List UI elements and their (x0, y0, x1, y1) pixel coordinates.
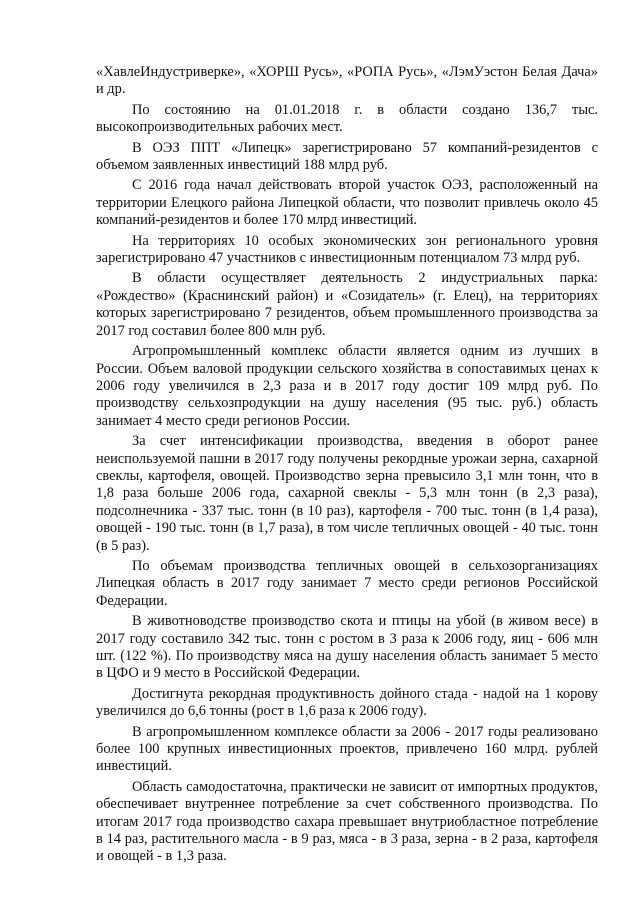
paragraph: С 2016 года начал действовать второй участок ОЭЗ, расположенный на территории Елецкого района Липецкой области, что позволит привлечь около 45 компаний-резидентов и более 170 млрд инвестиций. (96, 177, 598, 229)
paragraph: В животноводстве производство скота и птицы на убой (в живом весе) в 2017 году составило 342 тыс. тонн с ростом в 3 раза к 2006 году, яиц - 606 млн шт. (122 %). По производству мяса на душу населения область занимает 5 место в ЦФО и 9 место в Российской Федерации. (96, 613, 598, 682)
paragraph: В агропромышленном комплексе области за 2006 - 2017 годы реализовано более 100 крупных инвестиционных проектов, привлечено 160 млрд. рублей инвестиций. (96, 723, 598, 775)
paragraph: По объемам производства тепличных овощей в сельхозорганизациях Липецкая область в 2017 году занимает 7 место среди регионов Российской Федерации. (96, 557, 598, 609)
paragraph: «ХавлеИндустриверке», «ХОРШ Русь», «РОПА Русь», «ЛэмУэстон Белая Дача» и др. (96, 64, 598, 98)
paragraph: По состоянию на 01.01.2018 г. в области создано 136,7 тыс. высокопроизводительных рабочих мест. (96, 101, 598, 136)
paragraph: За счет интенсификации производства, введения в оборот ранее неиспользуемой пашни в 2017 году получены рекордные урожаи зерна, сахарной свеклы, картофеля, овощей. Производство зерна превысило 3,1 млн тонн, что в 1,8 раза больше 2006 года, сахарной свеклы - 5,3 млн тонн (в 2,3 раза), подсолнечника - 337 тыс. тонн (в 10 раз), картофеля - 700 тыс. тонн (в 1,4 раза), овощей - 190 тыс. тонн (в 1,7 раза), в том числе тепличных овощей - 40 тыс. тонн (в 5 раз). (96, 433, 598, 554)
paragraph: В ОЭЗ ППТ «Липецк» зарегистрировано 57 компаний-резидентов с объемом заявленных инвестиций 188 млрд руб. (96, 139, 598, 174)
paragraph: Достигнута рекордная продуктивность дойного стада - надой на 1 корову увеличился до 6,6 тонны (рост в 1,6 раза к 2006 году). (96, 685, 598, 720)
paragraph: На территориях 10 особых экономических зон регионального уровня зарегистрировано 47 участников с инвестиционным потенциалом 73 млрд руб. (96, 232, 598, 267)
paragraph: Агропромышленный комплекс области является одним из лучших в России. Объем валовой продукции сельского хозяйства в сопоставимых ценах к 2006 году увеличился в 2,3 раза и в 2017 году достиг 109 млрд руб. По производству сельхозпродукции на душу населения (95 тыс. руб.) область занимает 4 место среди регионов России. (96, 343, 598, 429)
paragraph: В области осуществляет деятельность 2 индустриальных парка: «Рождество» (Краснинский район) и «Созидатель» (г. Елец), на территориях которых зарегистрировано 7 резидентов, объем промышленного производства за 2017 год составил более 800 млн руб. (96, 270, 598, 339)
document-body (96, 64, 598, 869)
paragraph: Область самодостаточна, практически не зависит от импортных продуктов, обеспечивает внутреннее потребление за счет собственного производства. По итогам 2017 года производство сахара превышает внутриобластное потребление в 14 раз, растительного масла - в 9 раз, мяса - в 3 раза, зерна - в 2 раза, картофеля и овощей - в 1,3 раза. (96, 778, 598, 865)
